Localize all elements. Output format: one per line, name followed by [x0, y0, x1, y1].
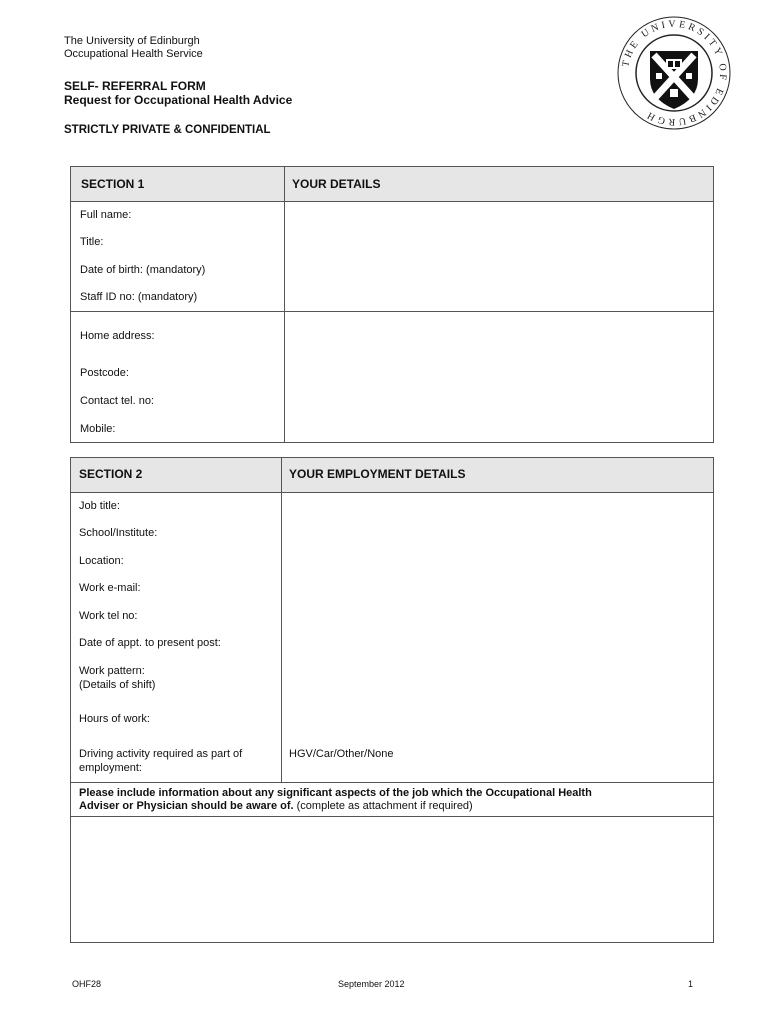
section2-heading: SECTION 2: [79, 467, 143, 481]
info-instruction-bold: Adviser or Physician should be aware of.: [79, 800, 294, 812]
job-aspects-textarea[interactable]: [72, 818, 712, 941]
mobile-label: Mobile:: [80, 423, 116, 435]
form-subtitle: Request for Occupational Health Advice: [64, 93, 293, 107]
logo-ring-text: THE UNIVERSITY OF EDINBURGH: [620, 18, 729, 128]
hours-of-work-label: Hours of work:: [79, 713, 150, 725]
university-crest-icon: [616, 15, 732, 131]
home-address-label: Home address:: [80, 330, 155, 342]
org-department: Occupational Health Service: [64, 48, 203, 60]
form-date: September 2012: [338, 979, 405, 989]
title-label: Title:: [80, 236, 104, 248]
driving-activity-options[interactable]: HGV/Car/Other/None: [289, 748, 394, 760]
section1-header-row: [71, 167, 713, 201]
school-institute-label: School/Institute:: [79, 527, 158, 539]
info-instruction-cont: [79, 800, 473, 813]
form-code: OHF28: [72, 979, 102, 989]
info-instruction: Please include information about any significant aspects of the job which the Occupational Health: [79, 787, 592, 799]
section2-input-area[interactable]: [283, 494, 712, 744]
postcode-label: Postcode:: [80, 367, 129, 379]
location-label: Location:: [79, 555, 124, 567]
org-name: The University of Edinburgh: [64, 35, 200, 47]
section1-input-area-a[interactable]: [286, 203, 712, 309]
staff-id-label: Staff ID no: (mandatory): [80, 291, 198, 303]
section1-input-area-b[interactable]: [286, 313, 712, 441]
driving-activity-label: Driving activity required as part of: [79, 748, 243, 760]
work-pattern-label: Work pattern:: [79, 665, 145, 677]
university-logo: [616, 15, 732, 131]
section1-title: YOUR DETAILS: [292, 177, 381, 191]
dob-label: Date of birth: (mandatory): [80, 264, 206, 276]
work-email-label: Work e-mail:: [79, 582, 141, 594]
driving-activity-label-cont: employment:: [79, 762, 142, 774]
page-number: 1: [688, 979, 694, 989]
full-name-label: Full name:: [80, 209, 132, 221]
info-attachment-note: (complete as attachment if required): [293, 800, 473, 812]
section1-heading: SECTION 1: [81, 177, 145, 191]
work-tel-label: Work tel no:: [79, 610, 138, 622]
appointment-date-label: Date of appt. to present post:: [79, 637, 221, 649]
contact-tel-label: Contact tel. no:: [80, 395, 154, 407]
confidential-notice: STRICTLY PRIVATE & CONFIDENTIAL: [64, 124, 271, 136]
form-title: SELF- REFERRAL FORM: [64, 79, 206, 93]
job-title-label: Job title:: [79, 500, 120, 512]
work-pattern-sublabel: (Details of shift): [79, 679, 156, 691]
section2-title: YOUR EMPLOYMENT DETAILS: [289, 467, 466, 481]
